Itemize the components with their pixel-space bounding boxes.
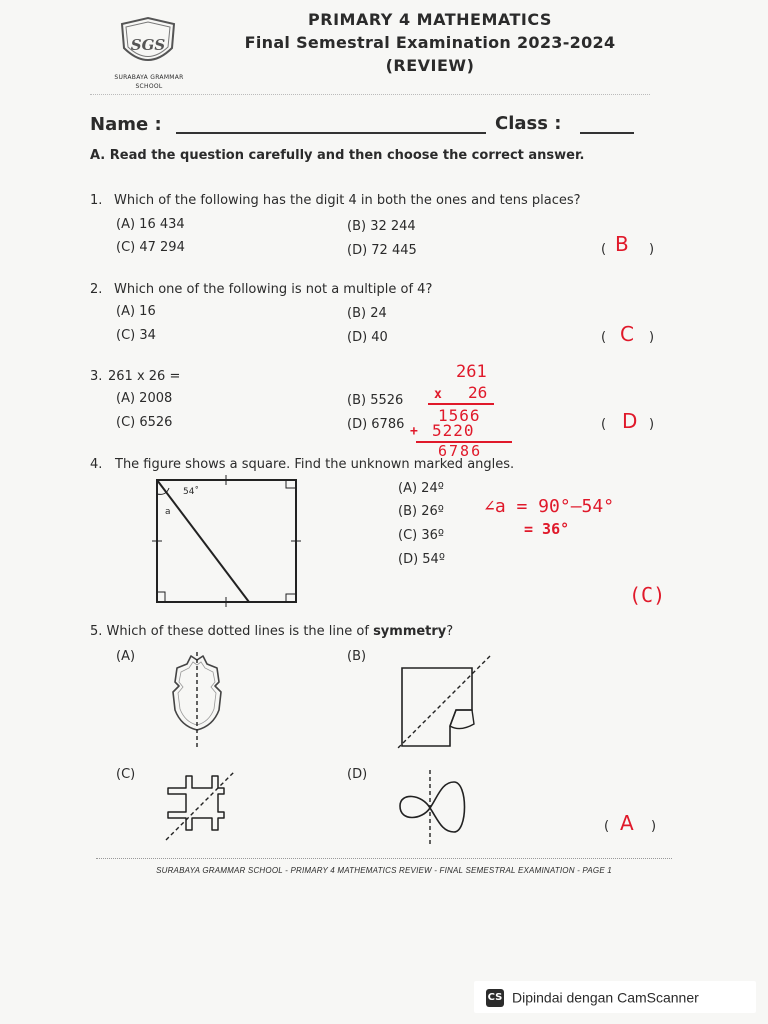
q3-work-line1: 261 xyxy=(456,362,487,382)
name-field[interactable] xyxy=(176,132,486,134)
school-logo xyxy=(108,14,188,74)
q2-option-b[interactable]: (B) 24 xyxy=(347,306,387,321)
q5-answer: A xyxy=(620,811,634,835)
camscanner-logo-icon: CS xyxy=(486,989,504,1007)
q4-option-a[interactable]: (A) 24º xyxy=(398,481,444,496)
q3-option-b[interactable]: (B) 5526 xyxy=(347,393,404,408)
q3-work-line2: 26 xyxy=(468,383,488,402)
q5-text-bold: symmetry xyxy=(373,624,447,639)
q3-work-times: x xyxy=(434,387,442,402)
q5-option-b-label[interactable]: (B) xyxy=(347,649,367,664)
q5-text-post: ? xyxy=(446,624,454,639)
q5-infinity-figure xyxy=(392,768,472,848)
q2-paren-open: ( xyxy=(601,330,607,345)
school-name-line2: SCHOOL xyxy=(135,83,163,90)
name-label: Name : xyxy=(90,114,162,135)
q2-option-a[interactable]: (A) 16 xyxy=(116,304,156,319)
q4-square-figure xyxy=(150,474,302,608)
review-label: (REVIEW) xyxy=(385,56,475,75)
logo-letters: SGS xyxy=(130,36,166,54)
class-label: Class : xyxy=(495,113,562,134)
footer-rule xyxy=(96,858,672,859)
q3-paren-close: ) xyxy=(649,417,655,432)
page-title: PRIMARY 4 MATHEMATICS xyxy=(308,10,552,29)
q5-shield-figure xyxy=(165,652,229,748)
q4-work-line1: ∠a = 90°–54° xyxy=(484,496,615,517)
class-field[interactable] xyxy=(580,132,634,134)
q5-option-c-label[interactable]: (C) xyxy=(116,767,136,782)
q1-option-d[interactable]: (D) 72 445 xyxy=(347,243,417,258)
q2-text: Which one of the following is not a multiple of 4? xyxy=(114,282,433,297)
q2-paren-close: ) xyxy=(649,330,655,345)
q1-paren-close: ) xyxy=(649,242,655,257)
section-a-instruction: A. Read the question carefully and then choose the correct answer. xyxy=(90,148,585,163)
school-name-line1: SURABAYA GRAMMAR xyxy=(114,74,184,81)
q2-option-c[interactable]: (C) 34 xyxy=(116,328,156,343)
q3-work-line3: 1566 xyxy=(438,406,481,425)
q4-angle-a: a xyxy=(165,507,171,517)
q1-answer: B xyxy=(615,232,629,256)
q5-option-d-label[interactable]: (D) xyxy=(347,767,368,782)
q2-number: 2. xyxy=(90,282,103,297)
q1-text: Which of the following has the digit 4 in both the ones and tens places? xyxy=(114,193,581,208)
q4-work-line2: = 36° xyxy=(524,520,570,538)
q5-option-a-label[interactable]: (A) xyxy=(116,649,136,664)
page-subtitle: Final Semestral Examination 2023-2024 xyxy=(244,33,616,52)
q1-option-b[interactable]: (B) 32 244 xyxy=(347,219,416,234)
q2-answer: C xyxy=(620,322,634,346)
q3-paren-open: ( xyxy=(601,417,607,432)
q4-option-b[interactable]: (B) 26º xyxy=(398,504,444,519)
q3-option-d[interactable]: (D) 6786 xyxy=(347,417,405,432)
q5-text-pre: Which of these dotted lines is the line of xyxy=(106,624,374,639)
q5-folded-square-figure xyxy=(394,654,494,750)
q5-hash-figure xyxy=(160,770,240,842)
camscanner-watermark xyxy=(474,981,756,1013)
q4-angle-54: 54˚ xyxy=(183,487,199,497)
q1-number: 1. xyxy=(90,193,103,208)
q3-work-rule1 xyxy=(428,403,494,405)
q5-number xyxy=(90,624,453,639)
q3-number: 3. xyxy=(90,369,103,384)
page-footer: SURABAYA GRAMMAR SCHOOL - PRIMARY 4 MATHEMATICS REVIEW - FINAL SEMESTRAL EXAMINATION - PAGE 1 xyxy=(156,866,612,875)
q3-work-result: 6786 xyxy=(438,442,483,460)
q4-number: 4. xyxy=(90,457,103,472)
q5-paren-open: ( xyxy=(604,819,610,834)
q1-paren-open: ( xyxy=(601,242,607,257)
q4-text: The figure shows a square. Find the unknown marked angles. xyxy=(115,457,515,472)
q1-option-a[interactable]: (A) 16 434 xyxy=(116,217,185,232)
header-rule xyxy=(90,94,650,95)
q3-option-a[interactable]: (A) 2008 xyxy=(116,391,173,406)
q4-option-c[interactable]: (C) 36º xyxy=(398,528,445,543)
q3-text: 261 x 26 = xyxy=(108,369,181,384)
q1-option-c[interactable]: (C) 47 294 xyxy=(116,240,185,255)
q5-num: 5. xyxy=(90,624,103,639)
q3-work-line4: 5220 xyxy=(432,421,475,440)
camscanner-text: Dipindai dengan CamScanner xyxy=(512,989,699,1006)
q4-answer: (C) xyxy=(629,583,666,607)
q4-option-d[interactable]: (D) 54º xyxy=(398,552,445,567)
q2-option-d[interactable]: (D) 40 xyxy=(347,330,388,345)
q3-option-c[interactable]: (C) 6526 xyxy=(116,415,173,430)
q3-answer: D xyxy=(622,409,638,433)
q3-work-plus: + xyxy=(410,424,418,439)
q5-paren-close: ) xyxy=(651,819,657,834)
